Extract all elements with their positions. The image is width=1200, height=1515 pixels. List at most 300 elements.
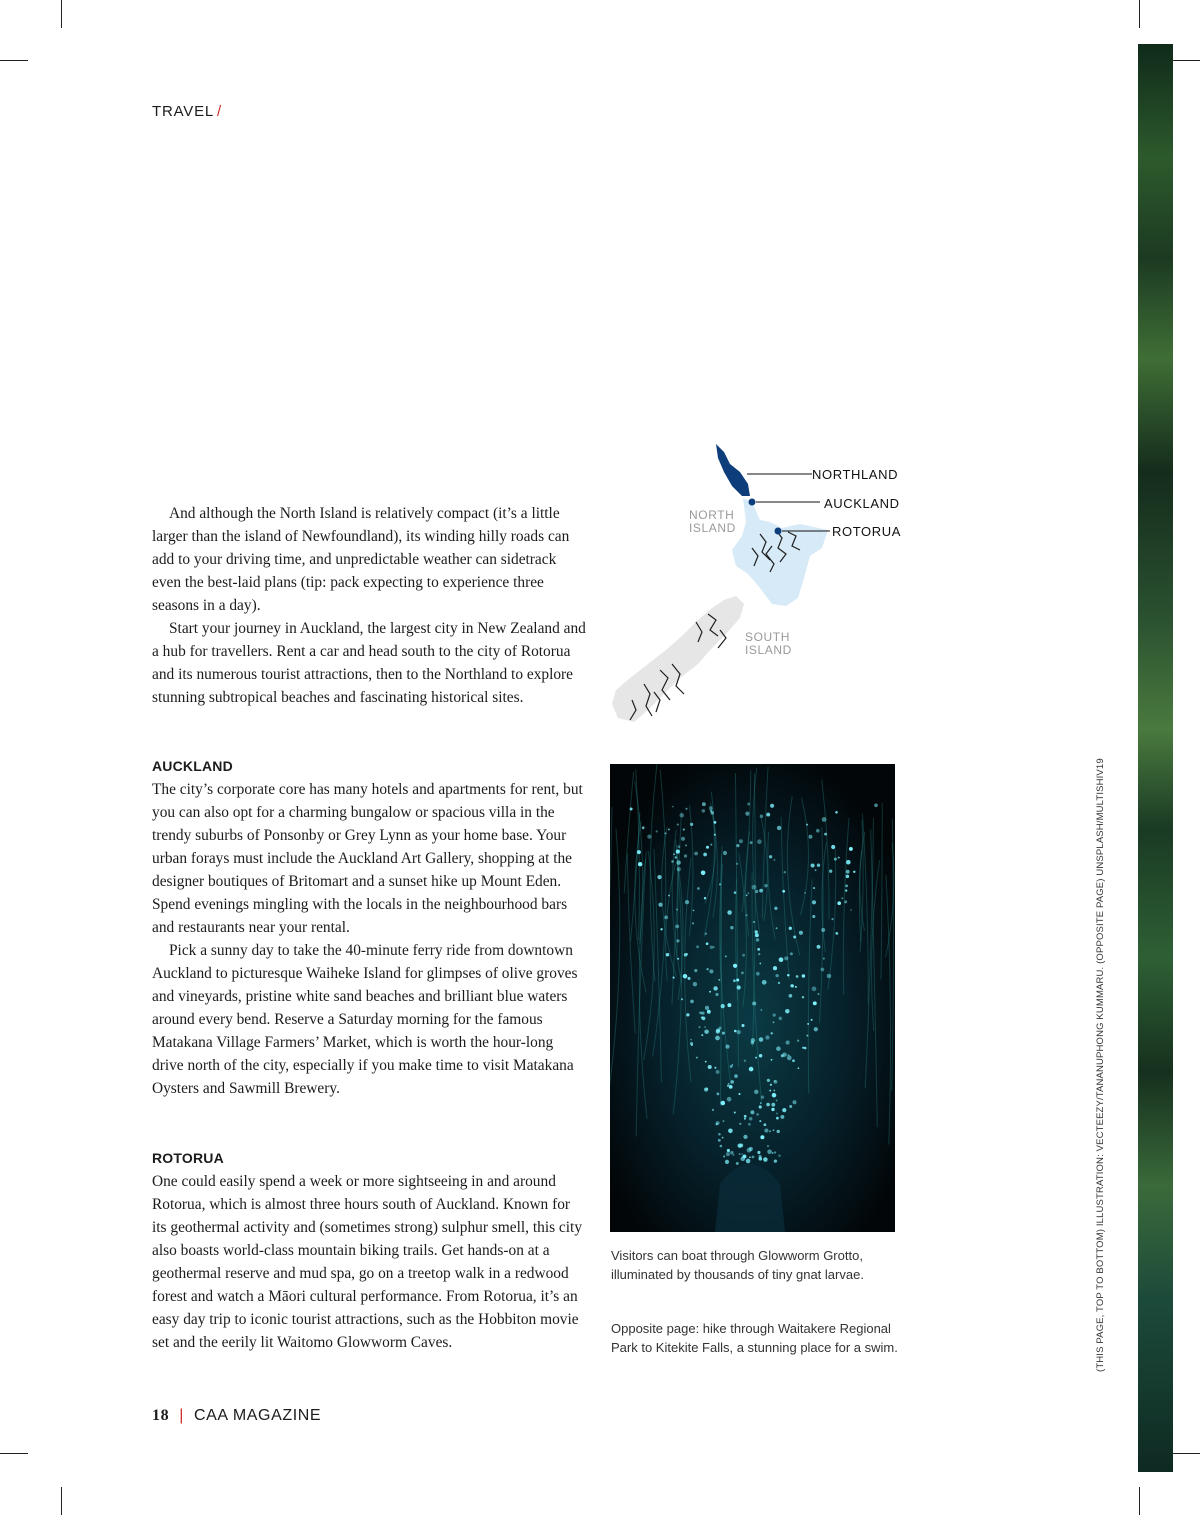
- glowworm-dot: [675, 856, 677, 858]
- glowworm-dot: [676, 909, 678, 911]
- glowworm-dot: [715, 993, 718, 996]
- glowworm-dot: [798, 1067, 800, 1069]
- glowworm-dot: [725, 955, 727, 957]
- rotorua-heading: ROTORUA: [152, 1150, 224, 1166]
- glowworm-dot: [710, 810, 712, 812]
- glowworm-dot: [746, 894, 748, 896]
- glowworm-dot: [736, 1162, 739, 1165]
- glowworm-dot: [757, 948, 760, 951]
- glowworm-dot: [806, 1035, 808, 1037]
- label-north-island: [689, 509, 736, 535]
- rotorua-dot: [775, 528, 782, 535]
- glowworm-dot: [749, 1067, 754, 1072]
- south-island-shape: [612, 596, 744, 722]
- glowworm-dot: [730, 1080, 734, 1084]
- glowworm-dot: [693, 982, 697, 986]
- glowworm-dot: [704, 1026, 706, 1028]
- glowworm-dot: [792, 1100, 796, 1104]
- glowworm-dot: [725, 1045, 729, 1049]
- glowworm-dot: [685, 900, 689, 904]
- glowworm-dot: [759, 963, 761, 965]
- glowworm-dot: [690, 823, 693, 826]
- glowworm-dot: [759, 1155, 762, 1158]
- glowworm-dot: [715, 1036, 720, 1041]
- glowworm-dot: [756, 1113, 759, 1116]
- glowworm-dot: [719, 883, 721, 885]
- glowworm-dot: [721, 1101, 726, 1106]
- crop-mark: [1172, 1453, 1200, 1454]
- glowworm-dot: [694, 969, 697, 972]
- south-island-line-1: SOUTH: [745, 630, 790, 644]
- glowworm-dot: [777, 826, 781, 830]
- glowworm-dot: [706, 942, 709, 945]
- glowworm-dot: [835, 932, 838, 935]
- glowworm-dot: [722, 1032, 725, 1035]
- glowworm-dot: [638, 862, 642, 866]
- glowworm-dot: [739, 1123, 741, 1125]
- section-slash: /: [217, 103, 223, 120]
- glowworm-dot: [767, 1150, 772, 1155]
- glowworm-dot: [750, 1110, 754, 1114]
- glowworm-dot: [693, 910, 695, 912]
- glowworm-dot: [657, 875, 661, 879]
- glowworm-dot: [846, 870, 850, 874]
- glowworm-dot: [723, 851, 727, 855]
- glowworm-dot: [714, 1067, 716, 1069]
- glowworm-dot: [816, 829, 820, 833]
- glowworm-dot: [718, 979, 720, 981]
- glowworm-dot: [770, 1084, 772, 1086]
- glowworm-dot: [761, 1096, 764, 1099]
- glowworm-dot: [745, 914, 747, 916]
- glowworm-dot: [666, 953, 669, 956]
- glowworm-dot: [776, 1113, 778, 1115]
- glowworm-dot: [764, 884, 768, 888]
- glowworm-dot: [802, 974, 805, 977]
- glowworm-dot: [684, 854, 687, 857]
- glowworm-dot: [675, 925, 679, 929]
- glowworm-dot: [705, 1006, 709, 1010]
- glowworm-dot: [630, 808, 633, 811]
- glowworm-dot: [812, 986, 817, 991]
- glowworm-dot: [818, 993, 820, 995]
- glowworm-dot: [683, 829, 685, 831]
- glowworm-dot: [747, 892, 749, 894]
- glowworm-dot: [812, 900, 816, 904]
- glowworm-dot: [736, 978, 739, 981]
- glowworm-dot: [760, 1135, 764, 1139]
- glowworm-dot: [637, 850, 641, 854]
- crop-mark: [1139, 1487, 1140, 1515]
- glowworm-dot: [746, 1159, 751, 1164]
- glowworm-dot: [752, 885, 757, 890]
- glowworm-dot: [709, 969, 713, 973]
- glowworm-dot: [767, 1079, 770, 1082]
- glowworm-dot: [796, 975, 799, 978]
- glowworm-dot: [725, 1160, 729, 1164]
- north-island-line-1: NORTH: [689, 508, 735, 522]
- glowworm-dot: [777, 1130, 780, 1133]
- auckland-dot: [749, 499, 756, 506]
- glowworm-dot: [749, 1117, 752, 1120]
- glowworm-dot: [790, 952, 793, 955]
- glowworm-dot: [680, 813, 685, 818]
- opposite-page-caption: Opposite page: hike through Waitakere Regional Park to Kitekite Falls, a stunning place for a swim.: [611, 1321, 898, 1355]
- glowworm-dot: [817, 945, 821, 949]
- glowworm-dot: [736, 863, 738, 865]
- glowworm-dot: [743, 1135, 747, 1139]
- section-name: TRAVEL: [152, 103, 215, 120]
- glowworm-dot: [792, 1059, 795, 1062]
- map-illustration: [600, 438, 910, 738]
- glowworm-dot: [779, 957, 784, 962]
- glowworm-dot: [686, 808, 688, 810]
- glowworm-dot: [741, 1024, 744, 1027]
- glowworm-dot: [727, 1003, 731, 1007]
- glowworm-dot: [673, 853, 675, 855]
- glowworm-dot: [656, 830, 658, 832]
- glowworm-dot: [677, 824, 679, 826]
- crop-mark: [61, 0, 62, 28]
- glowworm-dot: [729, 1085, 733, 1089]
- glowworm-dot: [744, 1118, 746, 1120]
- glowworm-dot: [787, 974, 789, 976]
- glowworm-dot: [734, 891, 737, 894]
- glowworm-dot: [759, 1105, 762, 1108]
- glowworm-dot: [733, 964, 737, 968]
- glowworm-dot: [757, 1151, 760, 1154]
- glowworm-dot: [739, 839, 743, 843]
- auckland-paragraph-2: Pick a sunny day to take the 40-minute ferry ride from downtown Auckland to picturesque Waiheke Island for glimpses of olive groves and vineyards, pristine white sand beaches and brilliant blue waters around every bend. Reserve a Saturday morning for the famous Matakana Village Farmers’ Market, which is worth the hour-long drive north of the city, especially if you make time to visit Matakana Oysters and Sawmill Brewery.: [152, 942, 578, 1097]
- glowworm-dot: [837, 901, 841, 905]
- glowworm-dot: [727, 1097, 732, 1102]
- glowworm-dot: [741, 971, 744, 974]
- glowworm-dot: [760, 815, 764, 819]
- glowworm-dot: [701, 1034, 703, 1036]
- glowworm-dot: [757, 839, 762, 844]
- glowworm-dot: [710, 946, 714, 950]
- glowworm-dot: [742, 954, 745, 957]
- glowworm-dot: [704, 1088, 708, 1092]
- glowworm-dot: [850, 909, 852, 911]
- glowworm-dot: [834, 858, 837, 861]
- crop-mark: [0, 1453, 28, 1454]
- glowworm-dot: [806, 824, 808, 826]
- glowworm-dot: [678, 845, 681, 848]
- glowworm-dot: [763, 1157, 768, 1162]
- glowworm-dot: [784, 871, 786, 873]
- glowworm-dot: [676, 850, 680, 854]
- glowworm-dot: [773, 1021, 775, 1023]
- glowworm-dot: [704, 1029, 709, 1034]
- magazine-title: CAA MAGAZINE: [193, 1407, 322, 1424]
- glowworm-dot: [829, 870, 832, 873]
- glowworm-dot: [804, 1047, 807, 1050]
- glowworm-dot: [802, 996, 804, 998]
- glowworm-photo: [610, 764, 895, 1232]
- glowworm-dot: [761, 1009, 763, 1011]
- crop-mark: [61, 1487, 62, 1515]
- glowworm-dot: [766, 813, 770, 817]
- glowworm-dot: [751, 1041, 755, 1045]
- glowworm-dot: [782, 1053, 786, 1057]
- north-island-shape: [732, 498, 828, 606]
- glowworm-dot: [699, 1026, 701, 1028]
- glowworm-dot: [668, 828, 670, 830]
- glowworm-dot: [786, 1041, 790, 1045]
- glowworm-dot: [789, 1105, 792, 1108]
- glowworm-dot: [823, 958, 825, 960]
- glowworm-dot: [676, 939, 679, 942]
- glowworm-dot: [716, 1030, 720, 1034]
- glowworm-dot: [714, 834, 716, 836]
- glowworm-dot: [755, 933, 759, 937]
- glowworm-dot: [764, 1123, 767, 1126]
- glowworm-dot: [755, 1057, 757, 1059]
- glowworm-dot: [789, 994, 793, 998]
- glowworm-dot: [706, 846, 709, 849]
- glowworm-dot: [734, 1074, 738, 1078]
- glowworm-dot: [642, 826, 645, 829]
- glowworm-dot: [779, 1017, 782, 1020]
- glowworm-dot: [762, 980, 767, 985]
- north-island-line-2: ISLAND: [689, 521, 736, 535]
- glowworm-dot: [759, 1054, 763, 1058]
- glowworm-dot: [782, 890, 785, 893]
- glowworm-dot: [707, 1010, 711, 1014]
- glowworm-dot: [686, 1013, 689, 1016]
- photo-credit: (THIS PAGE, TOP TO BOTTOM) ILLUSTRATION: VECTEEZY/TANANUPHONG KUMMARU. (OPPOSITE PAGE) UNSPLASH/MULTISHIV19: [1095, 758, 1106, 1372]
- glowworm-dot: [780, 1115, 784, 1119]
- northland-shape: [716, 444, 750, 496]
- glowworm-dot: [712, 1109, 714, 1111]
- glowworm-dot: [690, 1000, 694, 1004]
- new-zealand-map: [600, 438, 910, 738]
- rotorua-section: [152, 1147, 588, 1354]
- photo-caption: Visitors can boat through Glowworm Grotto, illuminated by thousands of tiny gnat larvae.: [611, 1248, 864, 1282]
- glowworm-dot: [755, 930, 758, 933]
- glowworm-dot: [752, 1156, 755, 1159]
- glowworm-dot: [771, 1059, 773, 1061]
- glowworm-dot: [730, 1065, 733, 1068]
- glowworm-dot: [701, 871, 706, 876]
- glowworm-dot: [727, 1149, 730, 1152]
- glowworm-dot: [672, 806, 674, 808]
- glowworm-dot: [874, 804, 878, 808]
- glowworm-dot: [853, 871, 855, 873]
- glowworm-dot: [846, 875, 849, 878]
- glowworm-dot: [791, 985, 794, 988]
- glowworm-dot: [759, 1120, 761, 1122]
- glowworm-dot: [793, 936, 796, 939]
- opposite-page-photo-edge: [1138, 44, 1173, 1472]
- glowworm-dot: [685, 844, 687, 846]
- glowworm-dot: [750, 841, 753, 844]
- glowworm-dot: [718, 1133, 721, 1136]
- glowworm-dot: [664, 832, 666, 834]
- glowworm-dot: [776, 927, 778, 929]
- glowworm-dot: [718, 1139, 721, 1142]
- glowworm-dot: [738, 1093, 740, 1095]
- glowworm-dot: [771, 1108, 774, 1111]
- glowworm-dot: [759, 889, 763, 893]
- crop-mark: [1139, 0, 1140, 28]
- glowworm-dot: [756, 972, 760, 976]
- glowworm-dot: [703, 853, 707, 857]
- glowworm-dot: [813, 1001, 817, 1005]
- glowworm-dot: [658, 903, 662, 907]
- glowworm-dot: [814, 1027, 818, 1031]
- glowworm-dot: [773, 1129, 775, 1131]
- glowworm-dot: [752, 1001, 756, 1005]
- glowworm-dot: [739, 1143, 743, 1147]
- glowworm-dot: [668, 895, 670, 897]
- label-northland: NORTHLAND: [812, 467, 899, 482]
- glowworm-dot: [760, 1102, 762, 1104]
- glowworm-dot: [709, 806, 713, 810]
- glowworm-dot: [696, 1057, 698, 1059]
- glowworm-dot: [773, 966, 777, 970]
- glowworm-dot: [776, 1046, 781, 1051]
- glowworm-dot: [733, 1154, 735, 1156]
- glowworm-dot: [813, 887, 815, 889]
- glowworm-dot: [714, 821, 717, 824]
- glowworm-dot: [709, 991, 711, 993]
- glowworm-dot: [739, 1153, 741, 1155]
- glowworm-image: [610, 764, 895, 1232]
- glowworm-dot: [734, 1112, 736, 1114]
- glowworm-dot: [769, 855, 772, 858]
- glowworm-dot: [716, 1070, 720, 1074]
- auckland-heading: AUCKLAND: [152, 758, 233, 774]
- label-rotorua: ROTORUA: [832, 524, 901, 539]
- glowworm-dot: [687, 977, 690, 980]
- glowworm-dot: [776, 1100, 778, 1102]
- glowworm-dot: [713, 946, 715, 948]
- glowworm-dot: [745, 811, 749, 815]
- glowworm-dot: [846, 860, 851, 865]
- glowworm-dot: [694, 852, 698, 856]
- glowworm-dot: [723, 1155, 725, 1157]
- glowworm-dot: [769, 1090, 771, 1092]
- glowworm-dot: [831, 918, 833, 920]
- glowworm-dot: [772, 1093, 777, 1098]
- glowworm-dot: [822, 817, 827, 822]
- glowworm-dot: [774, 1080, 776, 1082]
- footer-separator: |: [179, 1407, 184, 1424]
- glowworm-dot: [702, 809, 706, 813]
- page-footer: [152, 1407, 321, 1425]
- glowworm-dot: [821, 968, 825, 972]
- glowworm-dot: [744, 1115, 747, 1118]
- glowworm-dot: [690, 1039, 692, 1041]
- glowworm-dot: [701, 1016, 703, 1018]
- glowworm-dot: [845, 889, 847, 891]
- glowworm-dot: [838, 857, 840, 859]
- section-label: [152, 103, 222, 120]
- glowworm-dot: [784, 956, 788, 960]
- glowworm-dot: [799, 931, 803, 935]
- south-island-line-2: ISLAND: [745, 643, 792, 657]
- glowworm-dot: [775, 974, 778, 977]
- glowworm-dot: [774, 1159, 777, 1162]
- glowworm-dot: [772, 1152, 774, 1154]
- glowworm-dot: [759, 1037, 764, 1042]
- glowworm-dot: [747, 802, 750, 805]
- glowworm-dot: [844, 900, 847, 903]
- glowworm-dot: [778, 1154, 780, 1156]
- glowworm-dot: [737, 1030, 741, 1034]
- glowworm-dot: [683, 974, 688, 979]
- glowworm-dot: [704, 897, 706, 899]
- glowworm-dot: [696, 945, 699, 948]
- glowworm-dot: [699, 1012, 702, 1015]
- glowworm-dot: [686, 953, 688, 955]
- glowworm-dot: [726, 1152, 730, 1156]
- glowworm-dot: [811, 1019, 813, 1021]
- glowworm-dot: [789, 927, 792, 930]
- glowworm-dot: [774, 1151, 776, 1153]
- glowworm-dot: [702, 802, 706, 806]
- glowworm-dot: [741, 1153, 743, 1155]
- glowworm-dot: [692, 922, 694, 924]
- glowworm-dot: [673, 977, 675, 979]
- glowworm-dot: [710, 844, 712, 846]
- glowworm-dot: [821, 928, 825, 932]
- glowworm-dot: [744, 1059, 746, 1061]
- glowworm-dot: [677, 958, 679, 960]
- glowworm-dot: [677, 867, 681, 871]
- glowworm-dot: [827, 974, 832, 979]
- glowworm-dot: [824, 833, 827, 836]
- glowworm-dot: [715, 1123, 717, 1125]
- glowworm-dot: [737, 985, 741, 989]
- crop-mark: [1172, 60, 1200, 61]
- glowworm-dot: [817, 863, 820, 866]
- glowworm-dot: [776, 1117, 779, 1120]
- glowworm-dot: [697, 887, 700, 890]
- glowworm-dot: [773, 1090, 775, 1092]
- glowworm-dot: [812, 915, 815, 918]
- glowworm-dot: [734, 1030, 737, 1033]
- glowworm-dot: [849, 847, 853, 851]
- glowworm-dot: [771, 1103, 775, 1107]
- glowworm-dot: [807, 1023, 809, 1025]
- label-auckland: AUCKLAND: [824, 496, 900, 511]
- glowworm-dot: [835, 811, 838, 814]
- glowworm-dot: [647, 834, 651, 838]
- glowworm-dot: [749, 1147, 753, 1151]
- glowworm-dot: [758, 953, 760, 955]
- glowworm-dot: [809, 835, 813, 839]
- glowworm-dot: [713, 986, 717, 990]
- glowworm-dot: [755, 890, 758, 893]
- glowworm-dot: [721, 1004, 725, 1008]
- glowworm-dot: [770, 804, 774, 808]
- glowworm-dot: [706, 968, 708, 970]
- glowworm-dot: [782, 1108, 786, 1112]
- glowworm-dot: [676, 860, 680, 864]
- glowworm-dot: [845, 885, 848, 888]
- glowworm-dot: [785, 1009, 790, 1014]
- glowworm-dot: [765, 1035, 769, 1039]
- glowworm-dot: [804, 892, 806, 894]
- page-number: 18: [152, 1407, 170, 1424]
- glowworm-dot: [771, 1032, 773, 1034]
- glowworm-dot: [664, 915, 668, 919]
- glowworm-dot: [753, 921, 755, 923]
- glowworm-dot: [769, 1130, 771, 1132]
